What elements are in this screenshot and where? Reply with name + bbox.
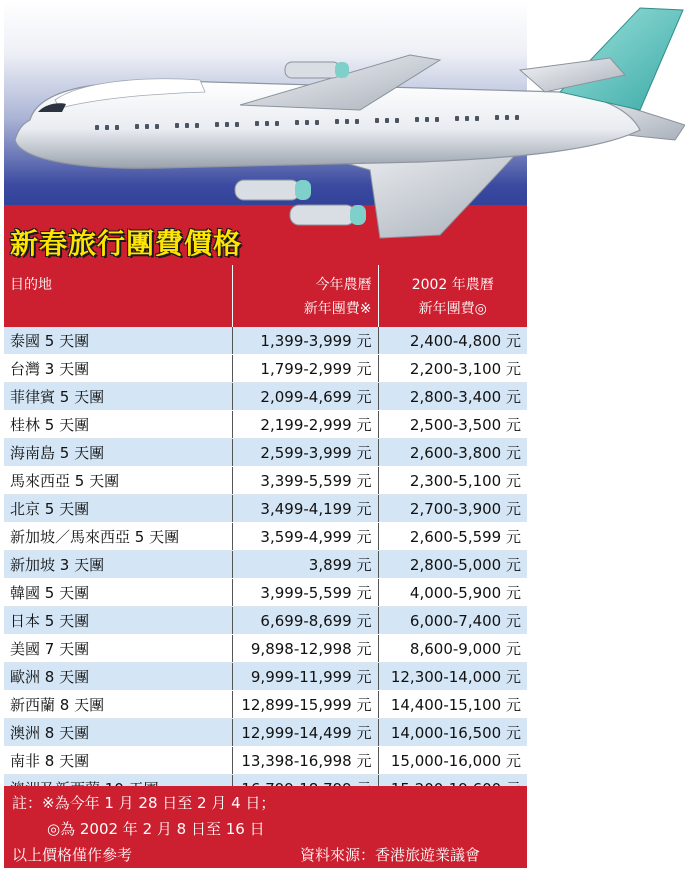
cell-2002-fee: 4,000-5,900 元 <box>378 579 527 607</box>
cell-2002-fee: 2,300-5,100 元 <box>378 467 527 495</box>
cell-destination: 美國 7 天團 <box>4 635 232 663</box>
cell-2002-fee: 2,200-3,100 元 <box>378 355 527 383</box>
table-row <box>4 327 527 355</box>
table-row <box>4 691 527 719</box>
table-row <box>4 551 527 579</box>
table-row <box>4 355 527 383</box>
cell-2002-fee: 14,400-15,100 元 <box>378 691 527 719</box>
cell-destination: 泰國 5 天團 <box>4 327 232 355</box>
cell-current-fee: 3,499-4,199 元 <box>232 495 378 523</box>
cell-current-fee: 12,999-14,499 元 <box>232 719 378 747</box>
header-destination <box>4 265 232 327</box>
footer-notes <box>4 786 527 868</box>
cell-2002-fee: 2,400-4,800 元 <box>378 327 527 355</box>
cell-destination: 海南島 5 天團 <box>4 439 232 467</box>
footer-note-2: ◎為 2002 年 2 月 8 日至 16 日 <box>47 820 265 838</box>
cell-2002-fee: 2,700-3,900 元 <box>378 495 527 523</box>
header-destination-label: 目的地 <box>10 277 52 293</box>
cell-destination: 澳洲 8 天團 <box>4 719 232 747</box>
cell-2002-fee: 14,000-16,500 元 <box>378 719 527 747</box>
footer-disclaimer: 以上價格僅作參考 <box>12 846 133 864</box>
cell-current-fee: 2,099-4,699 元 <box>232 383 378 411</box>
table-row <box>4 607 527 635</box>
cell-2002-fee: 6,000-7,400 元 <box>378 607 527 635</box>
table-row <box>4 439 527 467</box>
header-2002-line2: 新年團費◎ <box>418 301 487 317</box>
cell-destination: 南非 8 天團 <box>4 747 232 775</box>
table-row <box>4 383 527 411</box>
airplane-illustration <box>0 0 685 265</box>
cell-2002-fee: 12,300-14,000 元 <box>378 663 527 691</box>
cell-current-fee: 3,399-5,599 元 <box>232 467 378 495</box>
cell-destination: 菲律賓 5 天團 <box>4 383 232 411</box>
cell-destination: 新加坡 3 天團 <box>4 551 232 579</box>
table-row <box>4 747 527 775</box>
header-2002-line1: 2002 年農曆 <box>411 277 494 293</box>
table-row <box>4 635 527 663</box>
table-row <box>4 579 527 607</box>
table-body <box>4 327 527 803</box>
table-row <box>4 411 527 439</box>
cell-2002-fee: 8,600-9,000 元 <box>378 635 527 663</box>
cell-current-fee: 2,199-2,999 元 <box>232 411 378 439</box>
cell-destination: 馬來西亞 5 天團 <box>4 467 232 495</box>
page-title: 新春旅行團費價格 <box>10 227 243 260</box>
cell-current-fee: 9,898-12,998 元 <box>232 635 378 663</box>
cell-2002-fee: 15,000-16,000 元 <box>378 747 527 775</box>
cell-destination: 台灣 3 天團 <box>4 355 232 383</box>
cell-2002-fee: 2,600-3,800 元 <box>378 439 527 467</box>
footer-note-1: 註：※為今年 1 月 28 日至 2 月 4 日； <box>12 794 276 812</box>
table-row <box>4 495 527 523</box>
cell-current-fee: 12,899-15,999 元 <box>232 691 378 719</box>
price-table-wrap <box>4 265 527 803</box>
cell-destination: 歐洲 8 天團 <box>4 663 232 691</box>
header-2002-fee <box>378 265 527 327</box>
cell-current-fee: 3,999-5,599 元 <box>232 579 378 607</box>
cell-current-fee: 2,599-3,999 元 <box>232 439 378 467</box>
cell-2002-fee: 2,500-3,500 元 <box>378 411 527 439</box>
cell-current-fee: 1,399-3,999 元 <box>232 327 378 355</box>
cell-2002-fee: 2,800-5,000 元 <box>378 551 527 579</box>
header-current-fee <box>232 265 378 327</box>
footer-source: 資料來源：香港旅遊業議會 <box>300 846 481 864</box>
cell-current-fee: 1,799-2,999 元 <box>232 355 378 383</box>
cell-destination: 新西蘭 8 天團 <box>4 691 232 719</box>
table-row <box>4 467 527 495</box>
cell-current-fee: 9,999-11,999 元 <box>232 663 378 691</box>
cell-current-fee: 3,599-4,999 元 <box>232 523 378 551</box>
cell-destination: 韓國 5 天團 <box>4 579 232 607</box>
cell-2002-fee: 2,600-5,599 元 <box>378 523 527 551</box>
header-current-line1: 今年農曆 <box>315 277 372 293</box>
cell-current-fee: 6,699-8,699 元 <box>232 607 378 635</box>
table-header-row <box>4 265 527 327</box>
cell-destination: 北京 5 天團 <box>4 495 232 523</box>
table-row <box>4 523 527 551</box>
price-table <box>4 265 527 803</box>
cell-destination: 新加坡／馬來西亞 5 天團 <box>4 523 232 551</box>
cell-current-fee: 3,899 元 <box>232 551 378 579</box>
cell-current-fee: 13,398-16,998 元 <box>232 747 378 775</box>
cell-destination: 日本 5 天團 <box>4 607 232 635</box>
cell-2002-fee: 2,800-3,400 元 <box>378 383 527 411</box>
table-row <box>4 663 527 691</box>
table-row <box>4 719 527 747</box>
header-current-line2: 新年團費※ <box>303 301 372 317</box>
cell-destination: 桂林 5 天團 <box>4 411 232 439</box>
